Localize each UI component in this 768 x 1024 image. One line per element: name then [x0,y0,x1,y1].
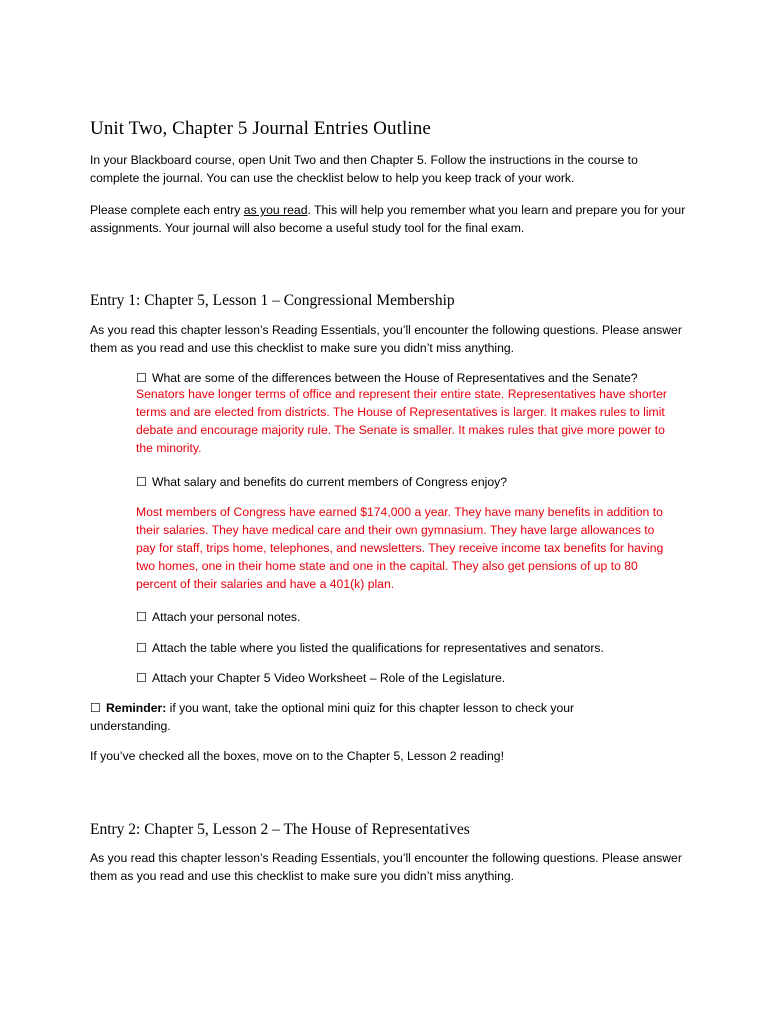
instructions-text-end: . This will help you remember what you learn and prepare you for your assignments. Your journal will also become a useful study tool for the final exam. [90,203,686,235]
checklist-item-q2 [136,473,676,491]
checkbox[interactable]: ☐ [136,371,147,385]
question-text: What are some of the differences between the House of Representatives and the Senate? [152,371,638,385]
instructions-text-start: Please complete each entry [90,203,244,217]
page-title: Unit Two, Chapter 5 Journal Entries Outline [90,118,431,139]
entry1-heading: Entry 1: Chapter 5, Lesson 1 – Congressional Membership [90,292,455,309]
task-text: Attach your personal notes. [152,610,301,624]
checkbox[interactable]: ☐ [136,475,147,489]
reminder-item [90,699,650,735]
checklist-item-worksheet [136,669,676,687]
checkbox[interactable]: ☐ [136,641,147,655]
reminder-text: if you want, take the optional mini quiz for this chapter lesson to check your understanding. [90,701,575,733]
instructions-paragraph [90,201,690,237]
checklist-item-table [136,639,676,657]
answer-q2: Most members of Congress have earned $174,000 a year. They have many benefits in addition to their salaries. They have medical care and their own gymnasium. They have large allowances to pay for staff, trips home, telephones, and newsletters. They receive income tax benefits for having two homes, one in their home state and one in the capital. They also get pensions of up to 80 percent of their salaries and have a 401(k) plan. [136,505,664,591]
entry2-instructions: As you read this chapter lesson’s Reading Essentials, you’ll encounter the following questions. Please answer them as you read and use this checklist to make sure you didn’t miss anything. [90,851,682,883]
checkbox[interactable]: ☐ [136,610,147,624]
entry1-instructions: As you read this chapter lesson’s Reading Essentials, you’ll encounter the following questions. Please answer them as you read and use this checklist to make sure you didn’t miss anything. [90,323,682,355]
answer-q1: Senators have longer terms of office and represent their entire state. Representatives have shorter terms and are elected from districts. The House of Representatives is larger. It makes rules to limit debate and encourage majority rule. The Senate is smaller. It makes rules that give more power to the minority. [136,387,667,455]
checkbox[interactable]: ☐ [90,701,101,715]
checklist-item-notes [136,608,676,626]
intro-paragraph: In your Blackboard course, open Unit Two and then Chapter 5. Follow the instructions in the course to complete the journal. You can use the checklist below to help you keep track of your work. [90,153,638,185]
reminder-label: Reminder: [106,701,167,715]
question-text: What salary and benefits do current members of Congress enjoy? [152,475,507,489]
task-text: Attach the table where you listed the qualifications for representatives and senators. [152,641,604,655]
entry2-heading: Entry 2: Chapter 5, Lesson 2 – The House of Representatives [90,821,470,838]
task-text: Attach your Chapter 5 Video Worksheet – Role of the Legislature. [152,671,506,685]
as-you-read-emphasis: as you read [243,203,308,217]
checkbox[interactable]: ☐ [136,671,147,685]
entry1-closing: If you’ve checked all the boxes, move on to the Chapter 5, Lesson 2 reading! [90,749,504,763]
